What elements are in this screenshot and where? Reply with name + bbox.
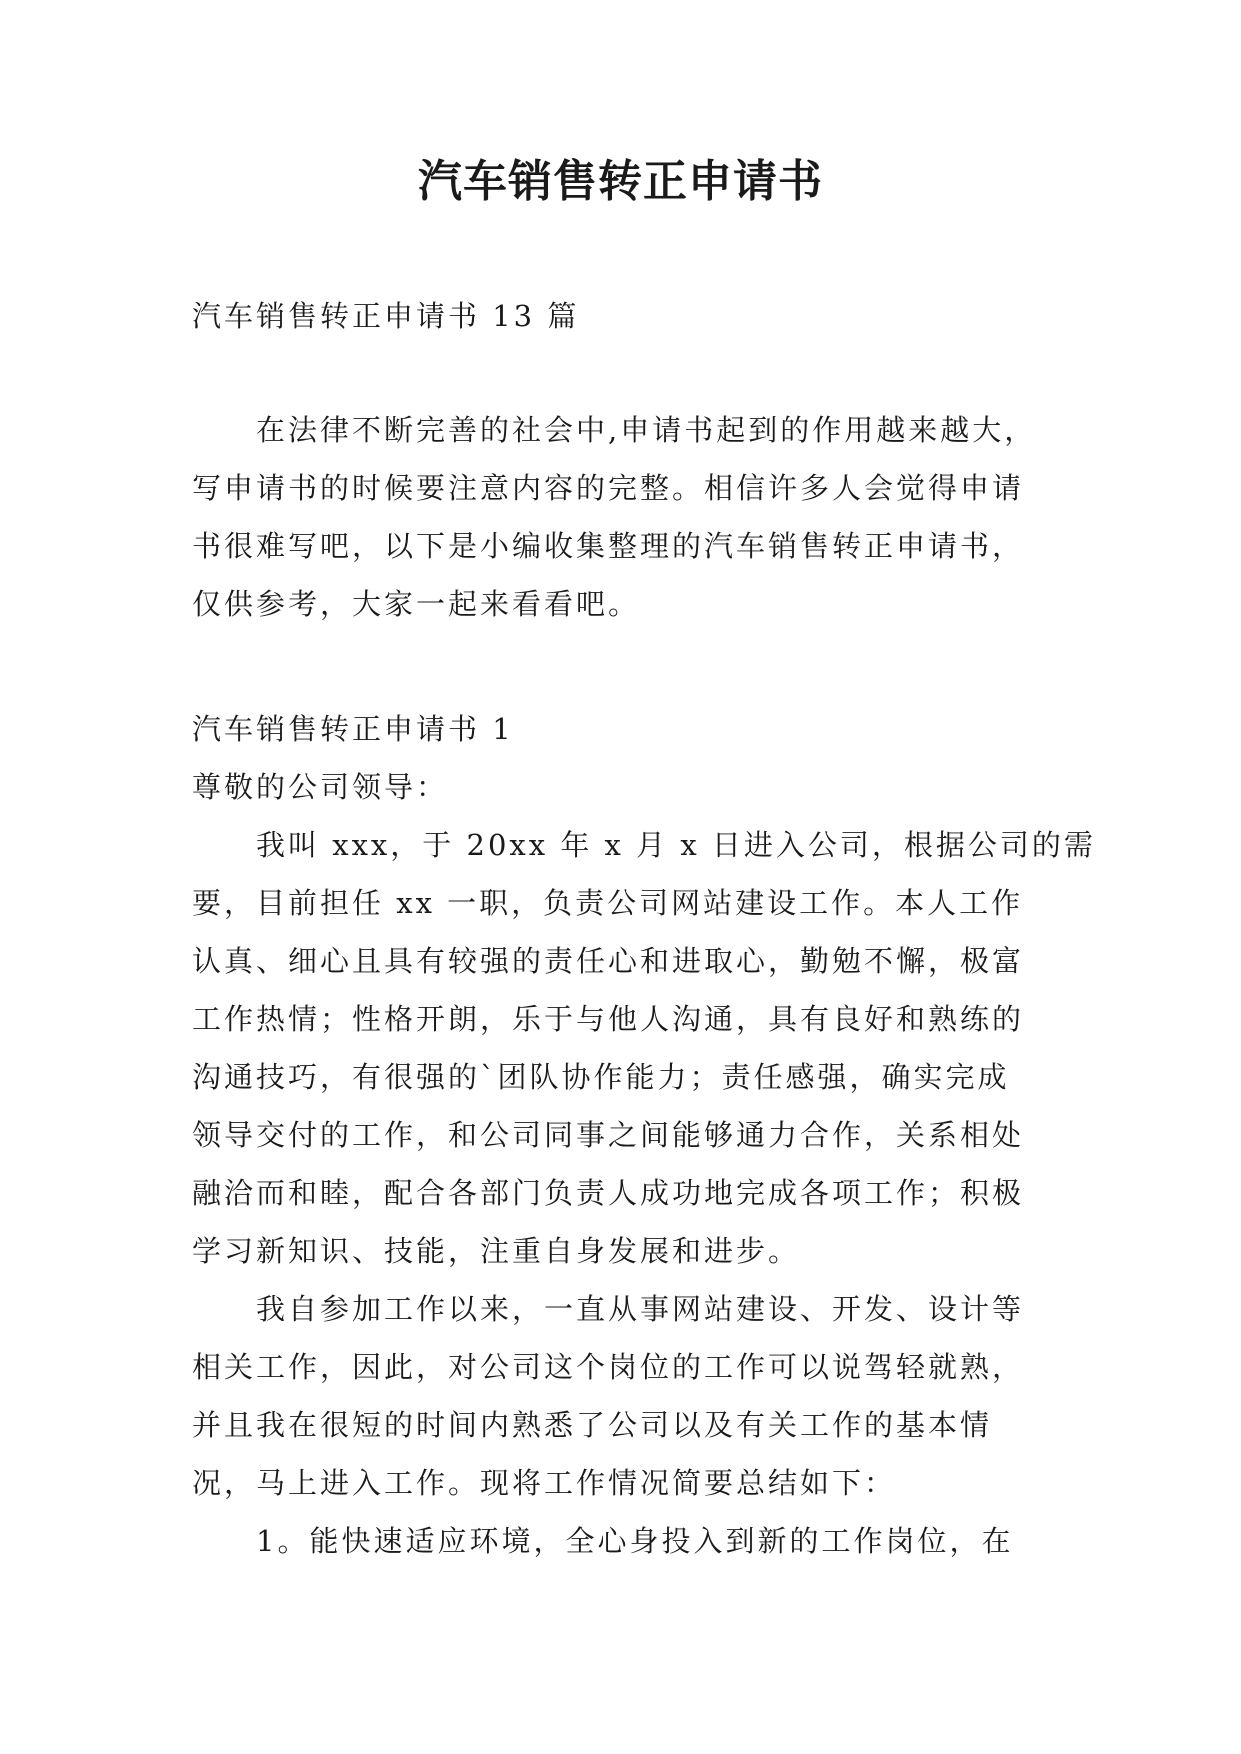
paragraph-line: 相关工作，因此，对公司这个岗位的工作可以说驾轻就熟， [192, 1350, 1025, 1384]
paragraph-line: 我自参加工作以来，一直从事网站建设、开发、设计等 [256, 1292, 1025, 1326]
intro-paragraph [192, 401, 1052, 633]
paragraph-line: 工作热情；性格开朗，乐于与他人沟通，具有良好和熟练的 [192, 1002, 1025, 1036]
paragraph-line: 学习新知识、技能，注重自身发展和进步。 [192, 1234, 801, 1268]
paragraph-line: 写申请书的时候要注意内容的完整。相信许多人会觉得申请 [192, 471, 1025, 505]
section-heading: 汽车销售转正申请书 1 [192, 712, 514, 746]
paragraph-line: 1。能快速适应环境，全心身投入到新的工作岗位，在 [256, 1524, 1014, 1558]
paragraph-line: 况，马上进入工作。现将工作情况简要总结如下： [192, 1466, 897, 1500]
paragraph-line: 仅供参考，大家一起来看看吧。 [192, 587, 641, 621]
paragraph-line: 认真、细心且具有较强的责任心和进取心，勤勉不懈，极富 [192, 944, 1025, 978]
paragraph-line: 在法律不断完善的社会中,申请书起到的作用越来越大， [256, 413, 1037, 447]
paragraph-line: 书很难写吧，以下是小编收集整理的汽车销售转正申请书， [192, 529, 1025, 563]
paragraph-line: 我叫 xxx，于 20xx 年 x 月 x 日进入公司，根据公司的需 [256, 828, 1096, 862]
paragraph-line: 并且我在很短的时间内熟悉了公司以及有关工作的基本情 [192, 1408, 993, 1442]
document-title: 汽车销售转正申请书 [418, 156, 823, 207]
salutation: 尊敬的公司领导： [192, 770, 449, 804]
document-subtitle [192, 287, 1052, 345]
paragraph-line: 融洽而和睦，配合各部门负责人成功地完成各项工作；积极 [192, 1176, 1025, 1210]
subtitle-text: 汽车销售转正申请书 13 篇 [192, 299, 580, 333]
letter-section [192, 700, 1096, 1570]
paragraph-line: 领导交付的工作，和公司同事之间能够通力合作，关系相处 [192, 1118, 1025, 1152]
paragraph-line: 沟通技巧，有很强的`团队协作能力；责任感强，确实完成 [192, 1060, 1010, 1094]
paragraph-line: 要，目前担任 xx 一职，负责公司网站建设工作。本人工作 [192, 886, 1024, 920]
